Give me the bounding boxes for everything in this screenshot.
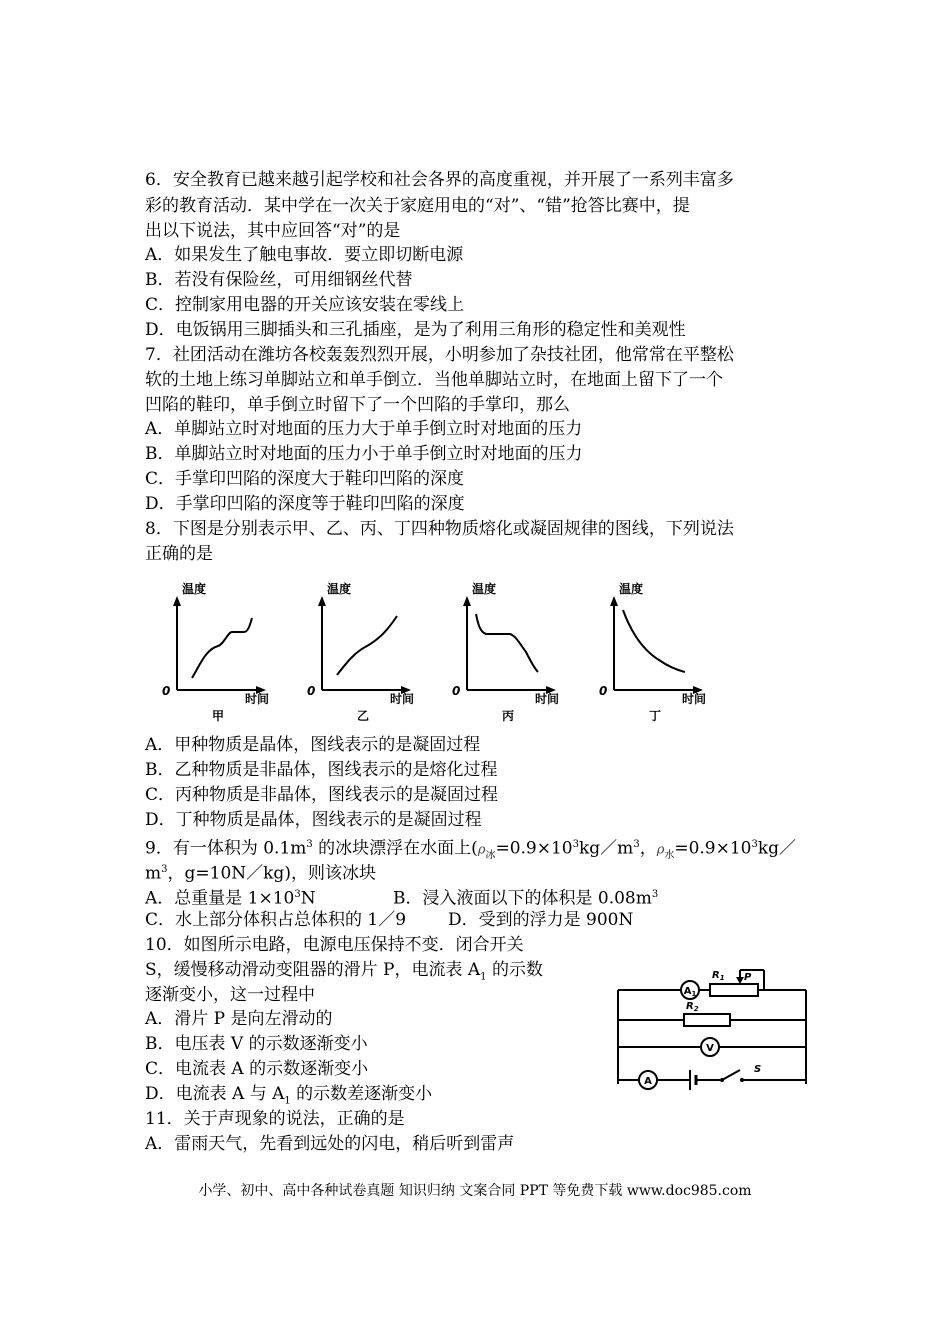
q10-option-c: C．电流表 A 的示数逐渐变小 <box>145 1059 369 1079</box>
q7-option-c: C．手掌印凹陷的深度大于鞋印凹陷的深度 <box>145 469 465 489</box>
q10-option-d-a: D．电流表 A 与 A <box>145 1084 285 1104</box>
graph-yi-y-label: 温度 <box>327 582 352 596</box>
graph-ding-y-label: 温度 <box>619 582 644 596</box>
slider-arrow-icon <box>736 977 744 984</box>
q10-stem-line-1: 10．如图所示电路，电源电压保持不变．闭合开关 <box>145 935 524 955</box>
rho-water-sub: 水 <box>664 850 675 862</box>
q10-option-d-sub: 1 <box>284 1095 291 1107</box>
q7-option-b: B．单脚站立时对地面的压力小于单手倒立时对地面的压力 <box>145 444 583 464</box>
circuit-diagram <box>612 962 812 1097</box>
resistor-r1 <box>710 984 758 996</box>
rho-water-exp: 3 <box>751 839 758 850</box>
q9-option-a-sup: 3 <box>294 889 301 900</box>
graph-bing-y-label: 温度 <box>472 582 497 596</box>
q9-option-b <box>393 883 658 911</box>
q9-option-d: D．受到的浮力是 900N <box>448 910 634 930</box>
resistor-r2-label: $R_2$ <box>686 1001 699 1013</box>
q6-option-b: B．若没有保险丝，可用细钢丝代替 <box>145 270 413 290</box>
q8-option-d: D．丁种物质是晶体，图线表示的是凝固过程 <box>145 810 482 830</box>
q11-option-a: A．雷雨天气，先看到远处的闪电，稍后听到雷声 <box>145 1134 515 1154</box>
rho-ice-value: =0.9×10 <box>495 838 573 859</box>
rho-ice-symbol: ρ <box>477 842 486 858</box>
q6-stem-line-3: 出以下说法，其中应回答“对”的是 <box>145 221 401 241</box>
q9-line1-sup: 3 <box>306 839 313 850</box>
graph-jia-origin: 0 <box>162 684 171 698</box>
phase-change-graphs <box>160 580 730 725</box>
graph-ding-name: 丁 <box>649 709 662 723</box>
graph-jia-x-label: 时间 <box>245 692 270 706</box>
q9-line2-a: m <box>145 863 162 884</box>
q11-stem-line-1: 11．关于声现象的说法，正确的是 <box>145 1109 405 1129</box>
q9-option-b-sup: 3 <box>651 889 659 900</box>
q10-option-d-b: 的示数差逐渐变小 <box>290 1084 433 1104</box>
ammeter-a-label: A <box>644 1076 652 1087</box>
graph-jia-name: 甲 <box>212 709 225 723</box>
q9-line2-b: ，g=10N／kg)，则该冰块 <box>167 863 376 884</box>
q10-stem-line-3: 逐渐变小，这一过程中 <box>145 985 315 1005</box>
graph-yi <box>305 580 435 725</box>
rho-ice-exp: 3 <box>572 839 579 850</box>
graph-ding-svg <box>597 580 727 725</box>
q10-option-a: A．滑片 P 是向左滑动的 <box>145 1009 333 1029</box>
rho-ice-unit: kg／m <box>579 838 634 859</box>
rho-ice-unit-exp: 3 <box>633 839 640 850</box>
graph-yi-name: 乙 <box>357 709 370 723</box>
q7-stem-line-3: 凹陷的鞋印，单手倒立时留下了一个凹陷的手掌印，那么 <box>145 395 570 415</box>
q9-comma: ， <box>639 838 657 859</box>
q6-option-c: C．控制家用电器的开关应该安装在零线上 <box>145 295 465 315</box>
graph-jia-y-label: 温度 <box>182 582 207 596</box>
q6-stem-line-1: 6．安全教育已越来越引起学校和社会各界的高度重视，并开展了一系列丰富多 <box>145 170 734 190</box>
q8-option-a: A．甲种物质是晶体，图线表示的是凝固过程 <box>145 735 481 755</box>
graph-yi-origin: 0 <box>307 684 316 698</box>
q10-line2-sub: 1 <box>480 971 487 983</box>
graph-jia-svg <box>160 580 290 725</box>
switch-s-label: S <box>754 1064 762 1075</box>
q7-stem-line-2: 软的土地上练习单脚站立和单手倒立．当他单脚站立时，在地面上留下了一个 <box>145 370 723 390</box>
resistor-r2 <box>684 1014 730 1026</box>
graph-bing-x-label: 时间 <box>535 692 560 706</box>
voltmeter-label: V <box>706 1043 714 1054</box>
q8-stem-line-1: 8．下图是分别表示甲、乙、丙、丁四种物质熔化或凝固规律的图线，下列说法 <box>145 519 734 539</box>
q9-option-a <box>145 883 316 911</box>
graph-bing-svg <box>450 580 580 725</box>
graph-jia <box>160 580 290 725</box>
rho-water-unit: kg／ <box>757 838 797 859</box>
q9-line1-b: 的冰块漂浮在水面上( <box>312 838 478 859</box>
q9-option-a-end: N <box>300 888 316 909</box>
graph-yi-x-label: 时间 <box>390 692 415 706</box>
graph-ding-x-label: 时间 <box>682 692 707 706</box>
graph-bing-origin: 0 <box>452 684 461 698</box>
graph-ding-origin: 0 <box>599 684 608 698</box>
q10-line2-b: 的示数 <box>486 960 543 980</box>
q9-option-b-text: B．浸入液面以下的体积是 0.08m <box>393 888 652 909</box>
resistor-r1-label: $R_1$ <box>712 970 725 982</box>
rho-water-value: =0.9×10 <box>674 838 752 859</box>
circuit-svg <box>612 962 812 1097</box>
q8-stem-line-2: 正确的是 <box>145 544 213 564</box>
slider-p-label: P <box>744 972 752 983</box>
switch-icon <box>722 1070 740 1080</box>
q10-option-b: B．电压表 V 的示数逐渐变小 <box>145 1034 368 1054</box>
q9-option-c: C．水上部分体积占总体积的 1／9 <box>145 910 407 930</box>
q7-stem-line-1: 7．社团活动在潍坊各校轰轰烈烈开展，小明参加了杂技社团，他常常在平整松 <box>145 345 734 365</box>
q10-line2-a: S，缓慢移动滑动变阻器的滑片 P，电流表 A <box>145 960 481 980</box>
q8-option-c: C．丙种物质是非晶体，图线表示的是凝固过程 <box>145 785 499 805</box>
q7-option-d: D．手掌印凹陷的深度等于鞋印凹陷的深度 <box>145 494 465 514</box>
page-footer: 小学、初中、高中各种试卷真题 知识归纳 文案合同 PPT 等免费下载 www.doc985.com <box>198 1183 752 1199</box>
q6-option-a: A．如果发生了触电事故．要立即切断电源 <box>145 245 464 265</box>
graph-bing <box>450 580 580 725</box>
graph-yi-svg <box>305 580 435 725</box>
rho-ice-sub: 冰 <box>485 850 496 862</box>
rho-water-symbol: ρ <box>656 842 665 858</box>
q8-option-b: B．乙种物质是非晶体，图线表示的是熔化过程 <box>145 760 498 780</box>
graph-bing-name: 丙 <box>502 709 515 723</box>
graph-ding <box>597 580 727 725</box>
q6-option-d: D．电饭锅用三脚插头和三孔插座，是为了利用三角形的稳定性和美观性 <box>145 320 686 340</box>
q9-stem-line-2 <box>145 858 376 886</box>
ammeter-a1-label: $A_1$ <box>683 986 697 998</box>
q6-stem-line-2: 彩的教育活动．某中学在一次关于家庭用电的“对”、“错”抢答比赛中，提 <box>145 196 690 216</box>
q9-line1-a: 9．有一体积为 0.1m <box>145 838 307 859</box>
q9-line2-sup: 3 <box>161 864 168 875</box>
q9-option-a-text: A．总重量是 1×10 <box>145 888 295 909</box>
q7-option-a: A．单脚站立时对地面的压力大于单手倒立时对地面的压力 <box>145 419 583 439</box>
